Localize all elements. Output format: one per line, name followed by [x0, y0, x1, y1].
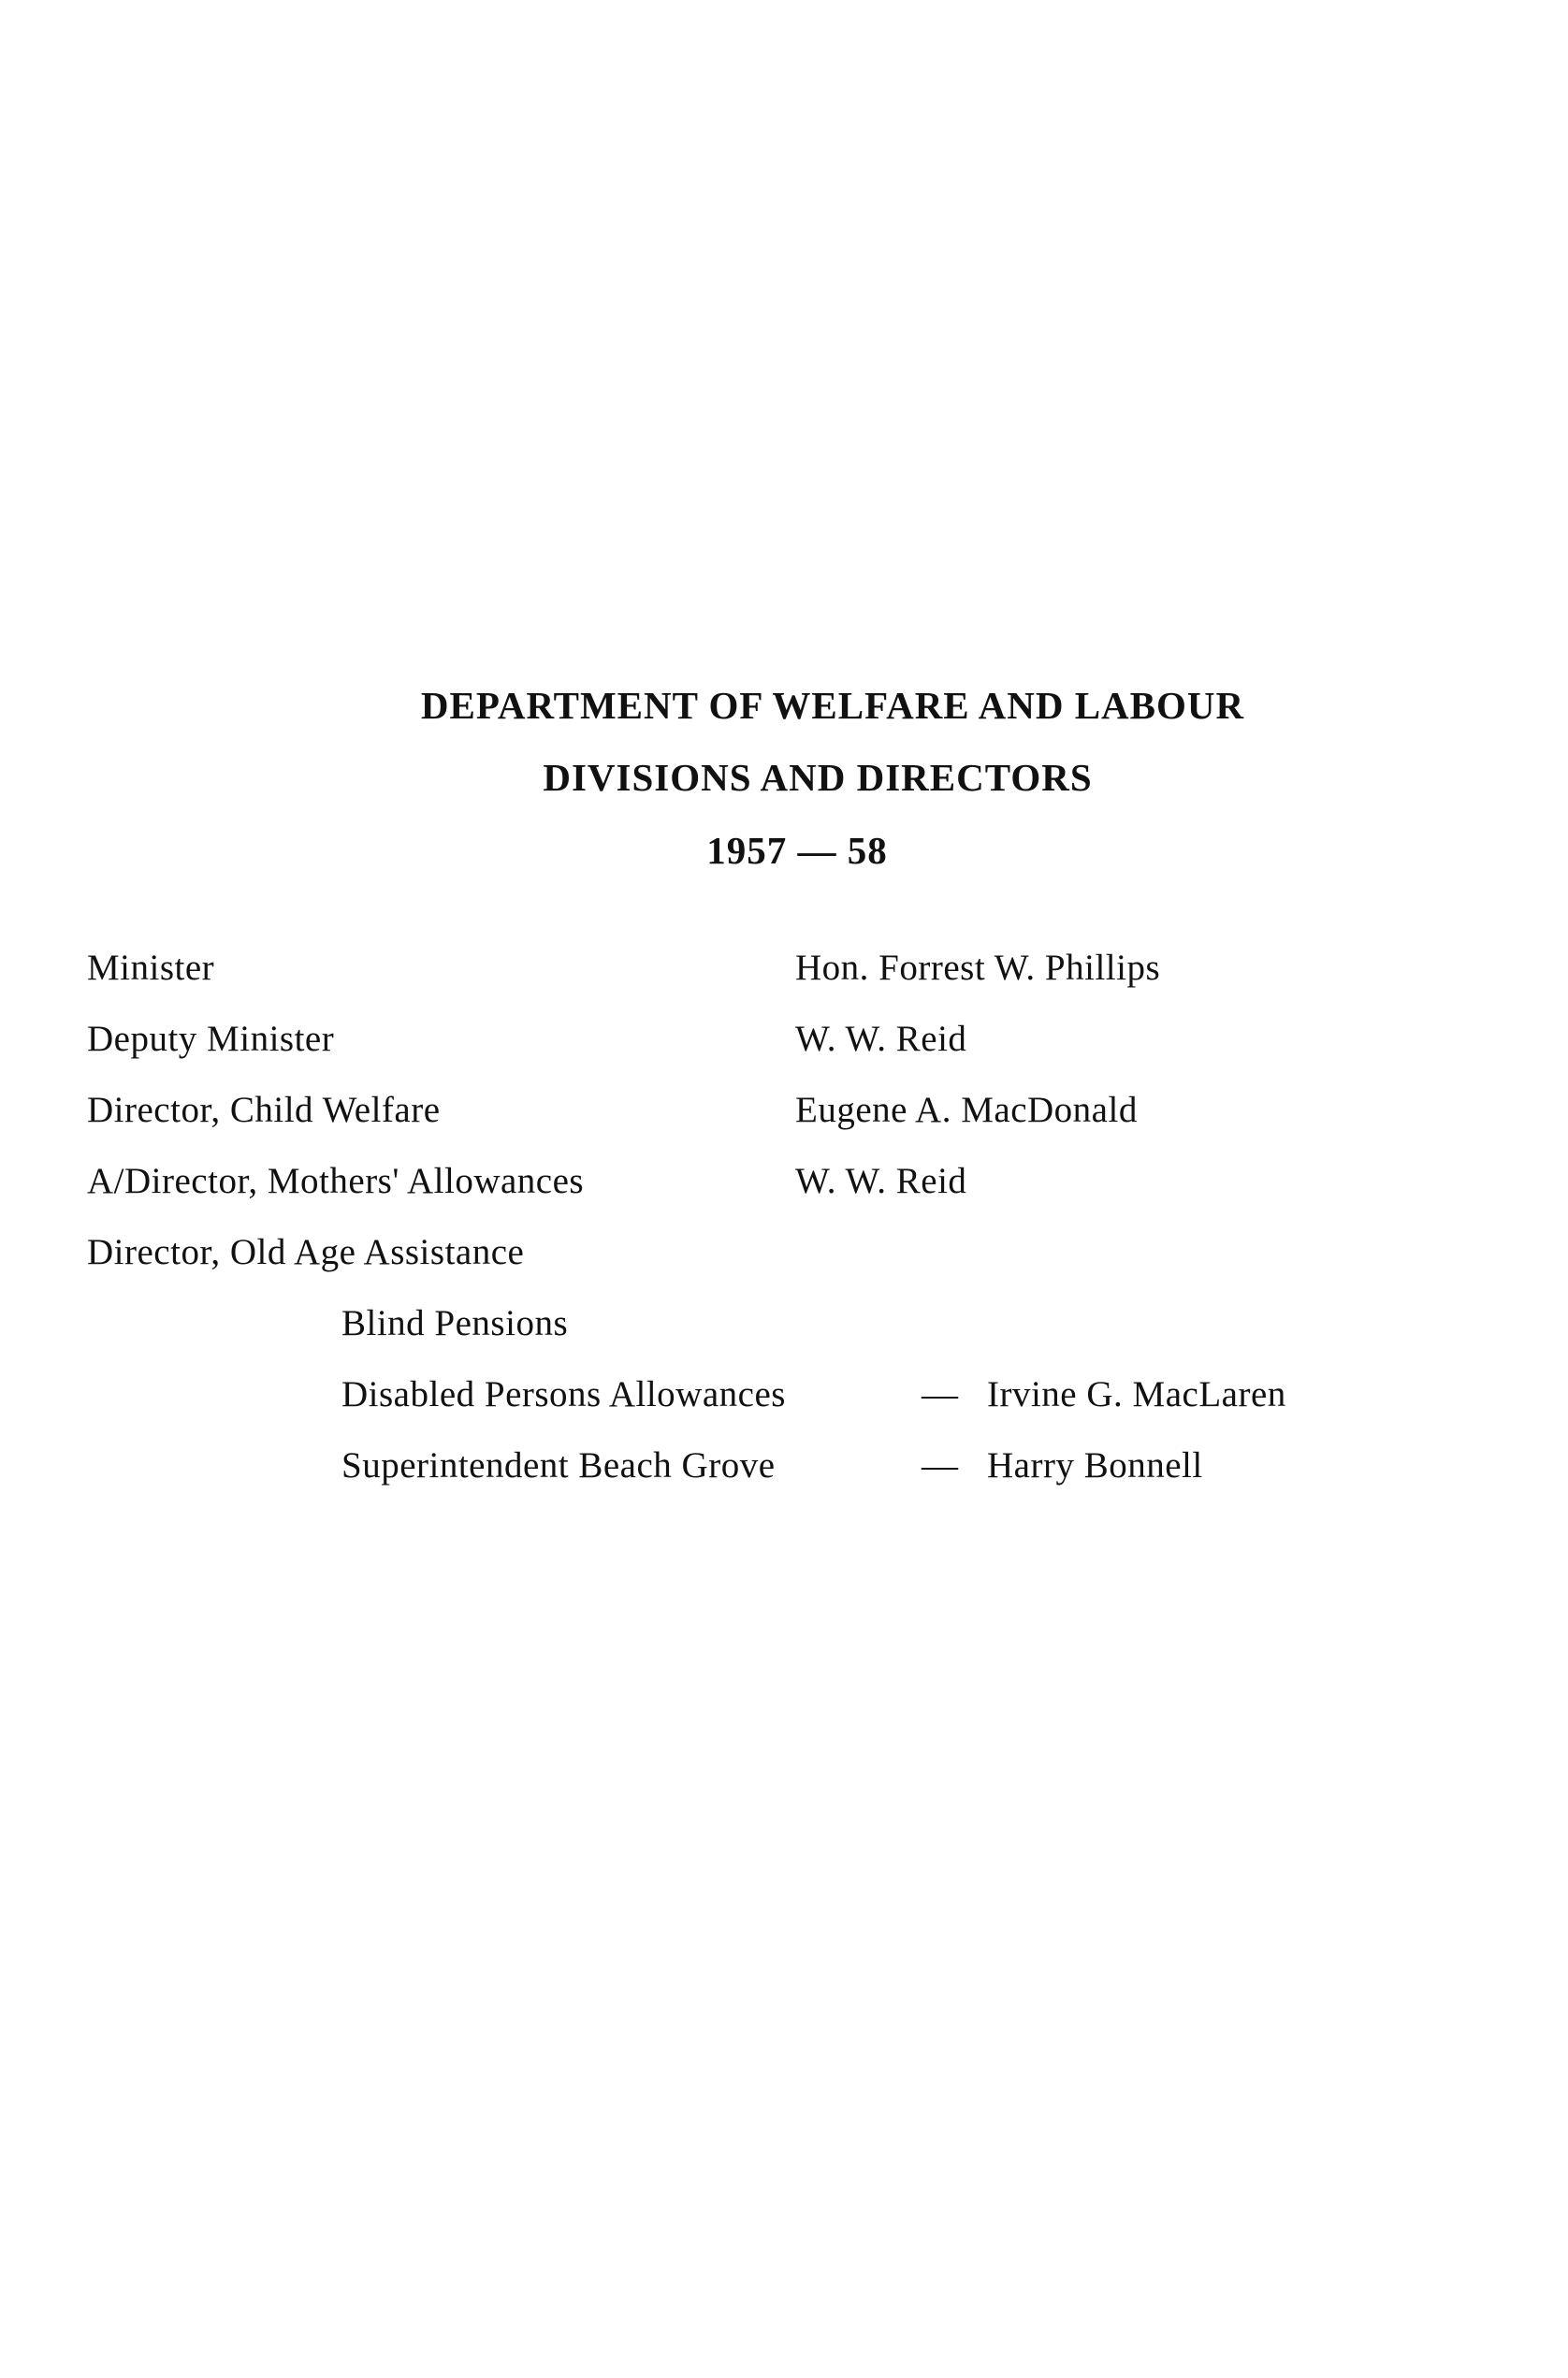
sub-division-director: Harry Bonnell: [987, 1445, 1203, 1486]
official-name: Hon. Forrest W. Phillips: [795, 948, 1161, 988]
sub-division-title: Blind Pensions: [341, 1303, 569, 1343]
dash-separator: —: [922, 1374, 959, 1414]
fiscal-year: 1957 — 58: [706, 829, 888, 872]
sub-division-title: Superintendent Beach Grove: [341, 1445, 776, 1486]
sub-division-director: Irvine G. MacLaren: [987, 1374, 1286, 1414]
official-title: Director, Child Welfare: [87, 1090, 441, 1130]
department-title: DEPARTMENT OF WELFARE AND LABOUR: [420, 684, 1245, 727]
official-name: W. W. Reid: [795, 1161, 967, 1201]
official-title: Deputy Minister: [87, 1019, 335, 1059]
official-name: W. W. Reid: [795, 1019, 967, 1059]
dash-separator: —: [922, 1445, 959, 1486]
page-subtitle: DIVISIONS AND DIRECTORS: [543, 756, 1093, 799]
official-name: Eugene A. MacDonald: [795, 1090, 1138, 1130]
official-title: Director, Old Age Assistance: [87, 1232, 525, 1272]
official-title: A/Director, Mothers' Allowances: [87, 1161, 585, 1201]
official-title: Minister: [87, 948, 215, 988]
sub-division-title: Disabled Persons Allowances: [341, 1374, 786, 1414]
